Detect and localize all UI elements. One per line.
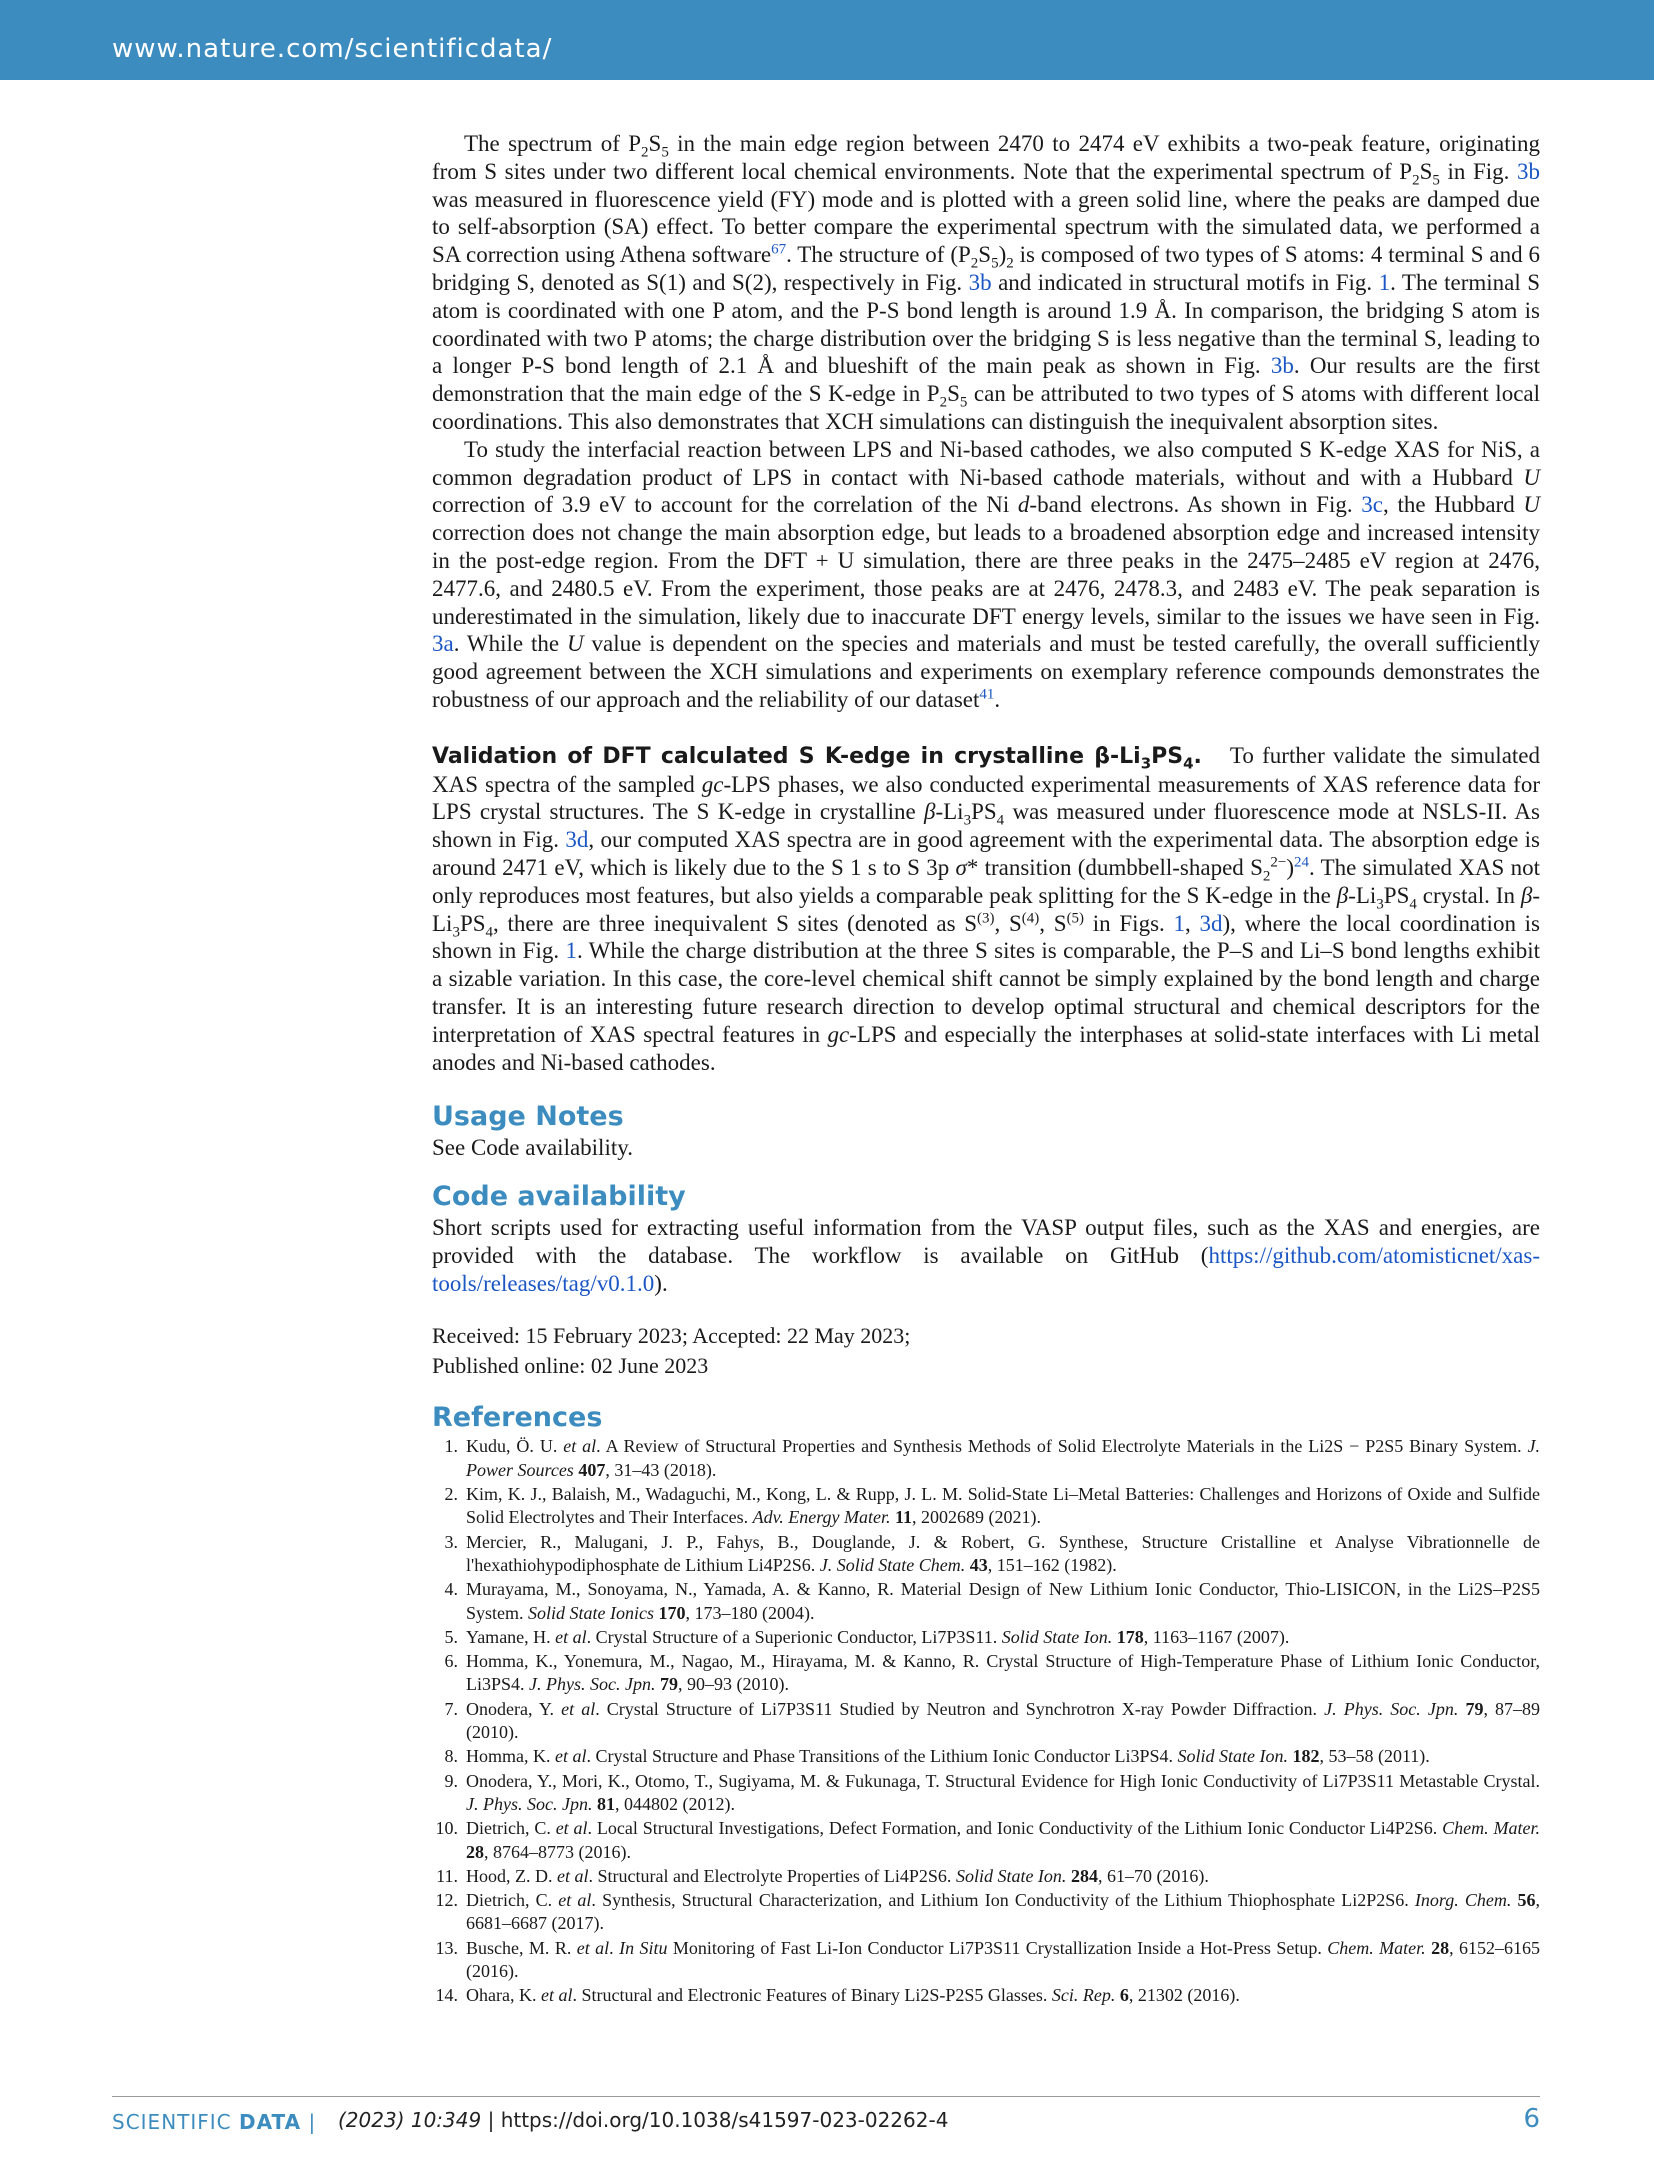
usage-notes-text: See Code availability. [432, 1135, 633, 1161]
received-accepted-dates: Received: 15 February 2023; Accepted: 22 May 2023; [432, 1323, 911, 1349]
citation-link[interactable]: 41 [979, 686, 995, 703]
article-body [432, 130, 1540, 2009]
fig-ref-link[interactable]: 3c [1361, 492, 1384, 518]
section-heading-usage-notes: Usage Notes [432, 1101, 624, 1133]
header-bar [0, 0, 1654, 80]
reference-item: 1. Kudu, Ö. U. et al. A Review of Structural Properties and Synthesis Methods of Solid Electrolyte Materials in the Li2S − P2S5 Binary System. J. Power Sources 407, 31–43 (2018). [444, 1436, 1540, 1480]
reference-item: 7. Onodera, Y. et al. Crystal Structure of Li7P3S11 Studied by Neutron and Synchrotron X-ray Powder Diffraction. J. Phys. Soc. Jpn. 79, 87–89 (2010). [444, 1698, 1541, 1743]
fig-ref-link[interactable]: 1 [1378, 269, 1391, 295]
page-footer [112, 2104, 1540, 2138]
page-number: 6 [1523, 2104, 1540, 2134]
site-url-link[interactable]: www.nature.com/scientificdata/ [112, 34, 553, 64]
fig-ref-link[interactable]: 3b [968, 269, 992, 295]
section-heading-code-availability: Code availability [432, 1181, 686, 1213]
code-availability-text: Short scripts used for extracting useful information from the VASP output files, such as the XAS and energies, are provided with the database. The workflow is available on GitHub (https://github.com/atomisticnet/xas-tools/releases/tag/v0.1.0). [432, 1215, 1540, 1296]
doi-link[interactable]: | https://doi.org/10.1038/s41597-023-02262-4 [481, 2108, 949, 2132]
reference-item: 2. Kim, K. J., Balaish, M., Wadaguchi, M., Kong, L. & Rupp, J. L. M. Solid-State Li–Metal Batteries: Challenges and Horizons of Oxide and Sulfide Solid Electrolytes and Their Interfaces. Adv. Energy Mater. 11, 2002689 (2021). [444, 1484, 1540, 1528]
reference-item: 8. Homma, K. et al. Crystal Structure and Phase Transitions of the Lithium Ionic Conductor Li3PS4. Solid State Ion. 182, 53–58 (2011). [444, 1746, 1430, 1767]
paragraph-validation: Validation of DFT calculated S K-edge in crystalline $\beta-Li_3PS_4$. To further validate the simulated XAS spectra of the sampled gc-LPS phases, we also conducted experimental measurements of XAS reference data for LPS crystal structures. The S K-edge in crystalline $\beta-Li_3PS_4$ was measured under fluorescence mode at NSLS-II. As shown in Fig. 3d, our computed XAS spectra are in good agreement with the experimental data. The absorption edge is around 2471 eV, which is likely due to the S 1 s to S 3p σ* transition (dumbbell-shaped $S_2^{2-})^{24}$. The simulated XAS not only reproduces most features, but also yields a comparable peak splitting for the S K-edge in the $\beta-Li_3PS_4$ crystal. In $\beta-Li_3PS_4$, there are three inequivalent S sites (denoted as $S^{(3)}$, $S^{(4)}$, $S^{(5)}$ in Figs. 1, 3d), where the local coordination is shown in Fig. 1. While the charge distribution at the three S sites is comparable, the P–S and Li–S bond lengths exhibit a sizable variation. In this case, the core-level chemical shift cannot be simply explained by the bond length and charge transfer. It is an interesting future research direction to develop optimal structural and chemical descriptors for the interpretation of XAS spectral features in gc-LPS and especially the interphases at solid-state interfaces with Li metal anodes and Ni-based cathodes. [432, 742, 1541, 1075]
published-date: Published online: 02 June 2023 [432, 1353, 709, 1379]
github-link[interactable]: https://github.com/atomisticnet/xas-tools/releases/tag/v0.1.0 [432, 1242, 1540, 1296]
fig-ref-link[interactable]: 3d [565, 827, 589, 853]
fig-ref-link[interactable]: 3b [1517, 158, 1540, 184]
reference-item: 12. Dietrich, C. et al. Synthesis, Structural Characterization, and Lithium Ion Conductivity of the Lithium Thiophosphate Li2P2S6. Inorg. Chem. 56, 6681–6687 (2017). [435, 1890, 1541, 1934]
citation-link[interactable]: 24 [1294, 854, 1309, 871]
paragraph-nis: To study the interfacial reaction between LPS and Ni-based cathodes, we also computed S K-edge XAS for NiS, a common degradation product of LPS in contact with Ni-based cathode materials, without and with a Hubbard U correction of 3.9 eV to account for the correlation of the Ni d-band electrons. As shown in Fig. 3c, the Hubbard U correction does not change the main absorption edge, but leads to a broadened absorption edge and increased intensity in the post-edge region. From the DFT + U simulation, there are three peaks in the 2475–2485 eV region at 2476, 2477.6, and 2480.5 eV. From the experiment, those peaks are at 2476, 2478.3, and 2483 eV. The peak separation is underestimated in the simulation, likely due to inaccurate DFT energy levels, similar to the issues we have seen in Fig. 3a. While the U value is dependent on the species and materials and must be tested carefully, the overall sufficiently good agreement between the XCH simulations and experiments on exemplary reference compounds demonstrates the robustness of our approach and the reliability of our dataset$^{41}$. [432, 436, 1541, 712]
fig-ref-link[interactable]: 3b [1270, 353, 1294, 379]
paragraph-p2s5: The spectrum of $P_2S_5$ in the main edge region between 2470 to 2474 eV exhibits a two-peak feature, originating from S sites under two different local chemical environments. Note that the experimental spectrum of $P_2S_5$ in Fig. 3b was measured in fluorescence yield (FY) mode and is plotted with a green solid line, where the peaks are damped due to self-absorption (SA) effect. To better compare the experimental spectrum with the simulated data, we performed a SA correction using Athena software$^{67}$. The structure of $(P_2S_5)_2$ is composed of two types of S atoms: 4 terminal S and 6 bridging S, denoted as S(1) and S(2), respectively in Fig. 3b and indicated in structural motifs in Fig. 1. The terminal S atom is coordinated with one P atom, and the P-S bond length is around 1.9 Å. In comparison, the bridging S atom is coordinated with two P atoms; the charge distribution over the bridging S is less negative than the terminal S, leading to a longer P-S bond length of 2.1 Å and blueshift of the main peak as shown in Fig. 3b. Our results are the first demonstration that the main edge of the S K-edge in $P_2S_5$ can be attributed to two types of S atoms with different local coordinations. This also demonstrates that XCH simulations can distinguish the inequivalent absorption sites. [432, 131, 1541, 434]
fig-ref-link[interactable]: 1 [565, 938, 577, 964]
fig-ref-link[interactable]: 1 [1173, 910, 1185, 936]
fig-ref-link[interactable]: 3d [1199, 910, 1223, 936]
footer-divider [112, 2096, 1540, 2097]
reference-item: 6. Homma, K., Yonemura, M., Nagao, M., Hirayama, M. & Kanno, R. Crystal Structure of High-Temperature Phase of Lithium Ionic Conductor, Li3PS4. J. Phys. Soc. Jpn. 79, 90–93 (2010). [444, 1651, 1540, 1695]
reference-item: 10. Dietrich, C. et al. Local Structural Investigations, Defect Formation, and Ionic Conductivity of the Lithium Ionic Conductor Li4P2S6. Chem. Mater. 28, 8764–8773 (2016). [435, 1818, 1540, 1862]
reference-item: 13. Busche, M. R. et al. In Situ Monitoring of Fast Li-Ion Conductor Li7P3S11 Crystallization Inside a Hot-Press Setup. Chem. Mater. 28, 6152–6165 (2016). [435, 1937, 1541, 1982]
reference-item: 5. Yamane, H. et al. Crystal Structure of a Superionic Conductor, Li7P3S11. Solid State Ion. 178, 1163–1167 (2007). [444, 1626, 1290, 1647]
fig-ref-link[interactable]: 3a [432, 631, 454, 657]
section-heading-references: References [432, 1402, 603, 1434]
reference-item: 14. Ohara, K. et al. Structural and Electronic Features of Binary Li2S-P2S5 Glasses. Sci. Rep. 6, 21302 (2016). [435, 1985, 1240, 2006]
reference-item: 3. Mercier, R., Malugani, J. P., Fahys, B., Douglande, J. & Robert, G. Synthese, Structure Cristalline et Analyse Vibrationnelle de l'hexathiohypodiphosphate de Lithium Li4P2S6. J. Solid State Chem. 43, 151–162 (1982). [444, 1531, 1540, 1575]
article-citation: (2023) 10:349 | https://doi.org/10.1038/s41597-023-02262-4 [338, 2108, 949, 2132]
citation-link[interactable]: 67 [771, 241, 787, 258]
reference-item: 4. Murayama, M., Sonoyama, N., Yamada, A. & Kanno, R. Material Design of New Lithium Ionic Conductor, Thio-LISICON, in the Li2S–P2S5 System. Solid State Ionics 170, 173–180 (2004). [444, 1579, 1540, 1623]
reference-list [432, 1435, 1540, 2007]
reference-item: 9. Onodera, Y., Mori, K., Otomo, T., Sugiyama, M. & Fukunaga, T. Structural Evidence for High Ionic Conductivity of Li7P3S11 Metastable Crystal. J. Phys. Soc. Jpn. 81, 044802 (2012). [444, 1770, 1540, 1814]
runin-heading: Validation of DFT calculated S K-edge in crystalline $\beta-Li_3PS_4$. [432, 743, 1202, 773]
journal-name: SCIENTIFIC DATA | [112, 2110, 317, 2134]
reference-item: 11. Hood, Z. D. et al. Structural and Electrolyte Properties of Li4P2S6. Solid State Ion. 284, 61–70 (2016). [436, 1865, 1209, 1886]
